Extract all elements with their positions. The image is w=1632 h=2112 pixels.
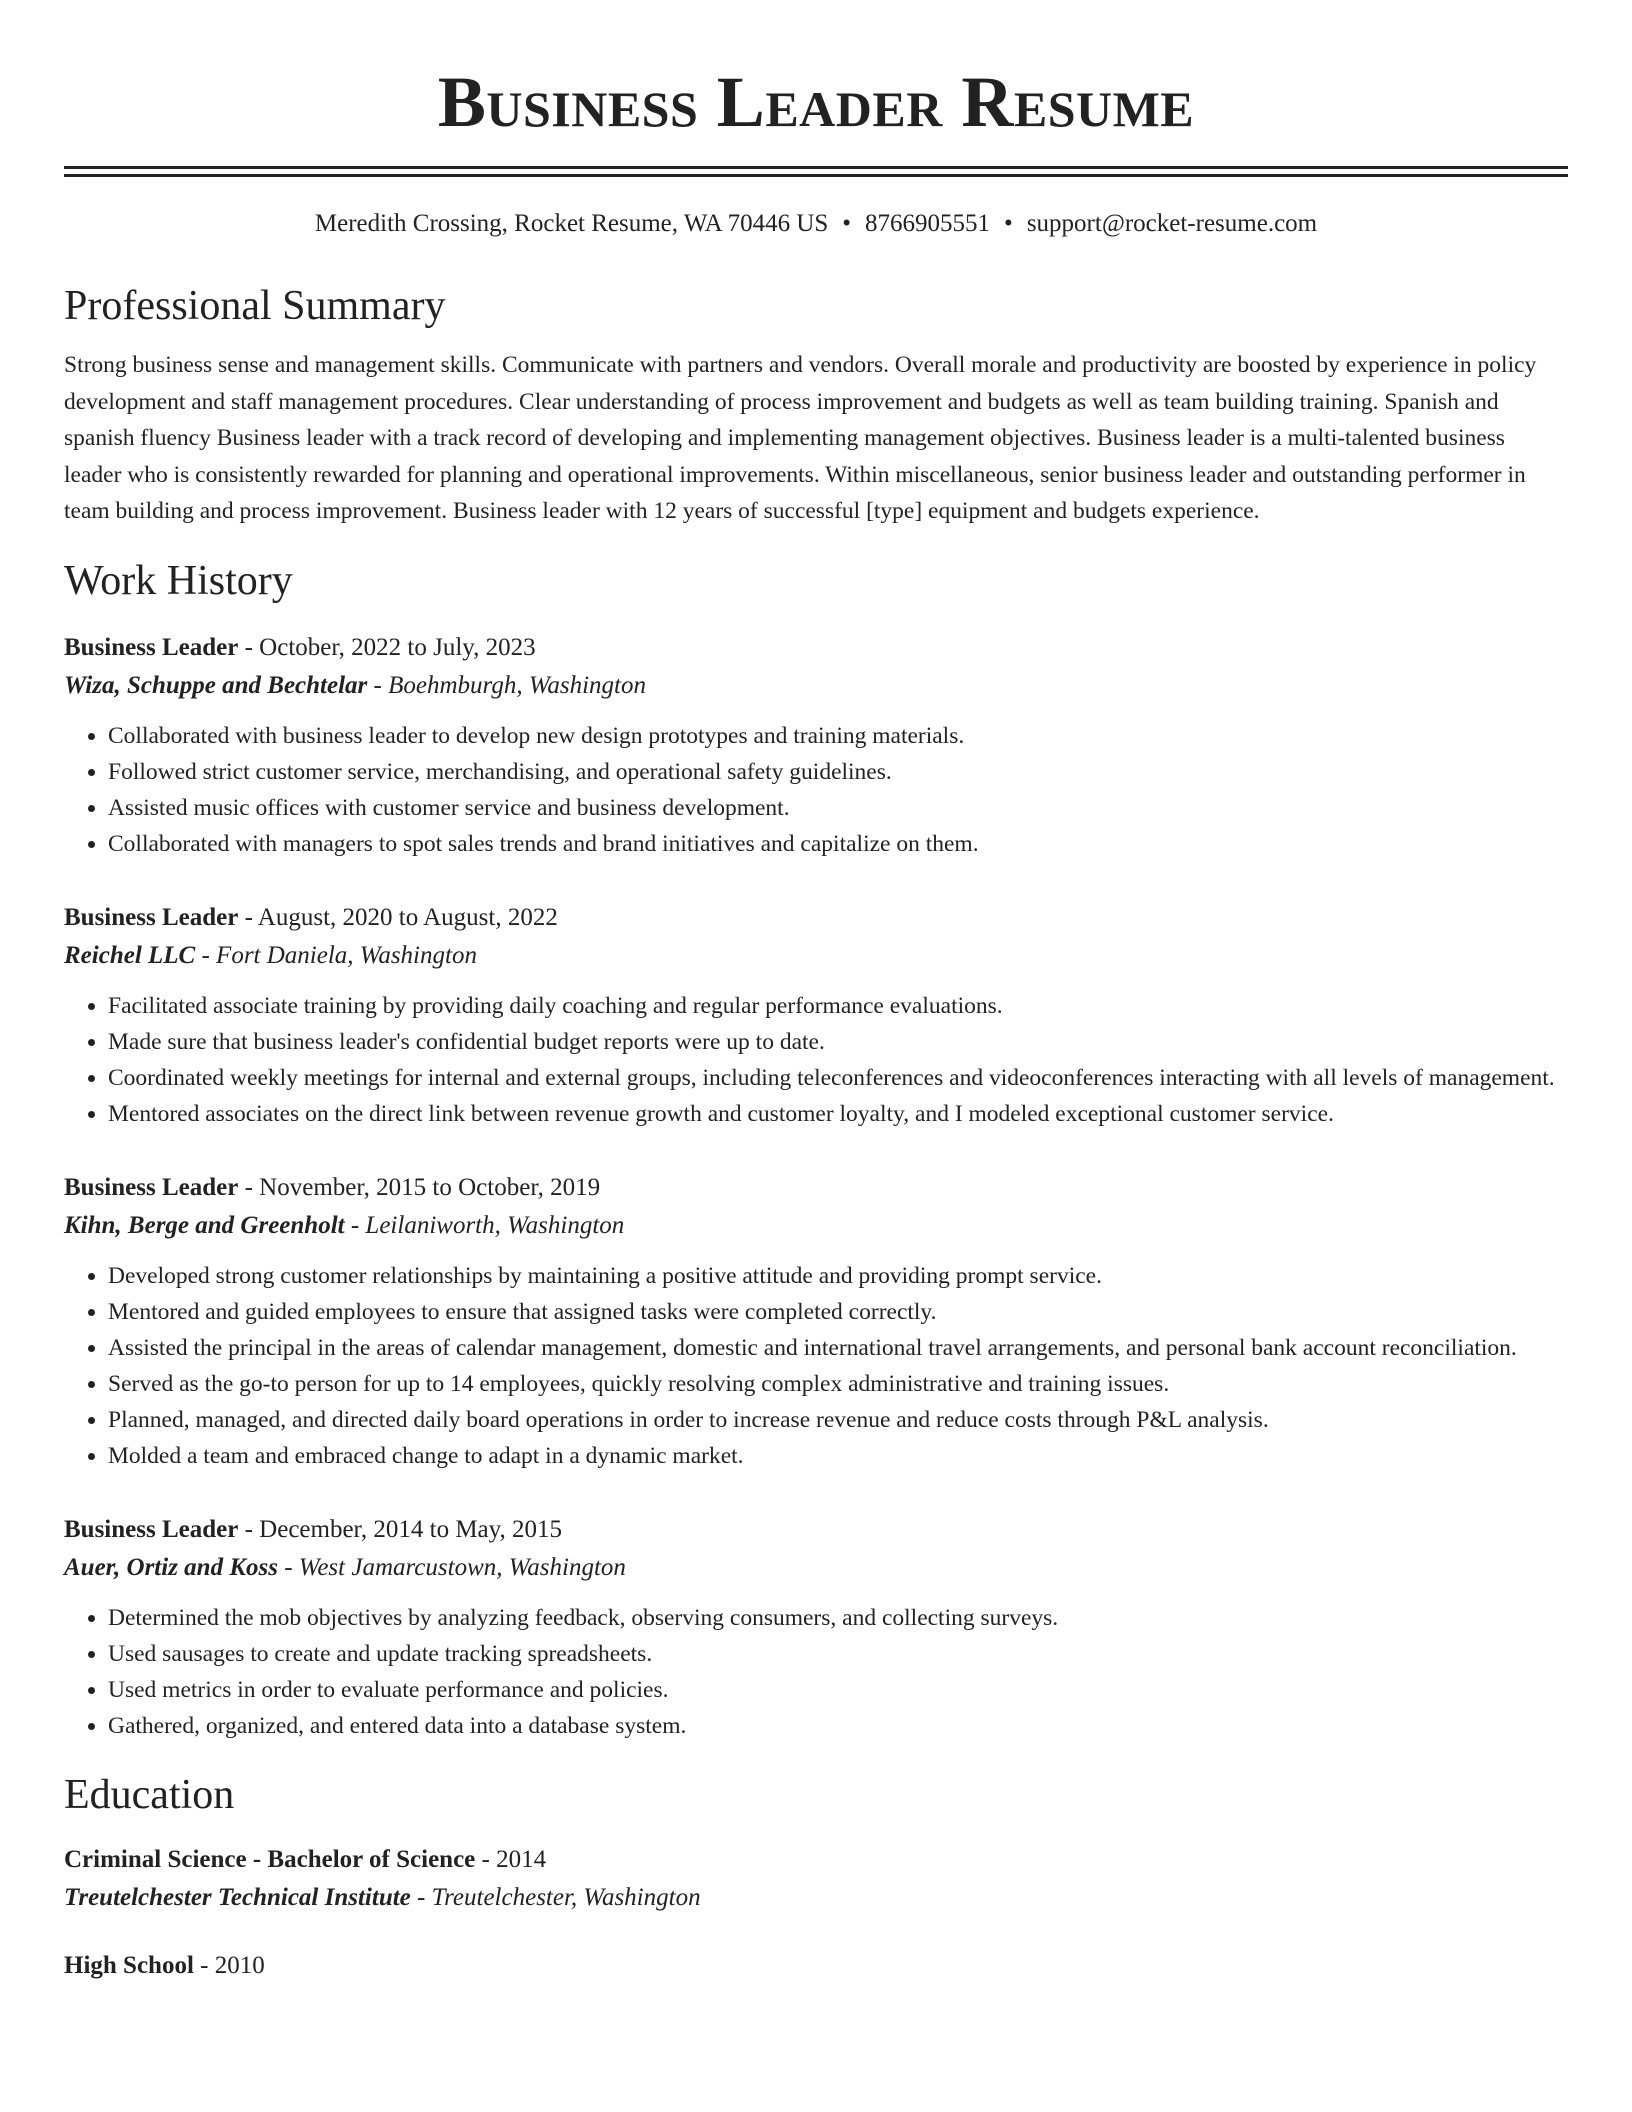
education-school: Treutelchester Technical Institute <box>64 1883 411 1911</box>
job-bullets <box>64 988 1568 1132</box>
job-bullet: • Collaborated with business leader to develop new design prototypes and training materials. <box>108 718 1568 754</box>
job-location: - Leilaniworth, Washington <box>344 1211 625 1239</box>
contact-email: support@rocket-resume.com <box>1026 210 1318 237</box>
job-title-line <box>64 630 1568 666</box>
education-degree: Criminal Science - Bachelor of Science <box>64 1845 476 1873</box>
job-company-line <box>64 1206 1568 1246</box>
job-company: Auer, Ortiz and Koss <box>64 1553 278 1581</box>
job-title-line <box>64 1512 1568 1548</box>
education-location: - Treutelchester, Washington <box>410 1883 701 1911</box>
job-location: - Fort Daniela, Washington <box>195 941 477 969</box>
resume-page <box>64 0 1568 1984</box>
job-title: Business Leader <box>64 633 239 661</box>
job-bullet: • Determined the mob objectives by analyzing feedback, observing consumers, and collecting surveys. <box>108 1600 1568 1636</box>
job-bullets <box>64 1258 1568 1474</box>
job-bullets <box>64 1600 1568 1744</box>
education-entry <box>64 1948 1568 1984</box>
job-entry <box>64 630 1568 862</box>
job-dates: - August, 2020 to August, 2022 <box>238 903 558 931</box>
contact-phone: 8766905551 <box>865 210 991 237</box>
education-school-line <box>64 1878 1568 1918</box>
job-bullet: • Planned, managed, and directed daily board operations in order to increase revenue and reduce costs through P&L analysis. <box>108 1402 1568 1438</box>
job-bullet: • Followed strict customer service, merchandising, and operational safety guidelines. <box>108 754 1568 790</box>
job-dates: - December, 2014 to May, 2015 <box>238 1515 563 1543</box>
job-title-line <box>64 1170 1568 1206</box>
job-title-line <box>64 900 1568 936</box>
job-bullet: • Served as the go-to person for up to 14 employees, quickly resolving complex administrative and training issues. <box>108 1366 1568 1402</box>
job-bullet: • Collaborated with managers to spot sales trends and brand initiatives and capitalize on them. <box>108 826 1568 862</box>
job-entry <box>64 1170 1568 1474</box>
job-bullet: • Molded a team and embraced change to adapt in a dynamic market. <box>108 1438 1568 1474</box>
job-bullet: • Gathered, organized, and entered data into a database system. <box>108 1708 1568 1744</box>
contact-line <box>64 207 1568 241</box>
job-dates: - October, 2022 to July, 2023 <box>238 633 536 661</box>
job-bullet: • Assisted the principal in the areas of calendar management, domestic and international travel arrangements, and personal bank account reconciliation. <box>108 1330 1568 1366</box>
work-history-heading: Work History <box>64 557 293 604</box>
job-company: Wiza, Schuppe and Bechtelar <box>64 671 368 699</box>
job-bullet: • Used sausages to create and update tracking spreadsheets. <box>108 1636 1568 1672</box>
education-year: - 2014 <box>475 1845 547 1873</box>
job-location: - West Jamarcustown, Washington <box>277 1553 626 1581</box>
education-degree-line <box>64 1948 1568 1984</box>
job-company-line <box>64 1548 1568 1588</box>
job-bullet: • Assisted music offices with customer service and business development. <box>108 790 1568 826</box>
job-bullets <box>64 718 1568 862</box>
job-dates: - November, 2015 to October, 2019 <box>238 1173 601 1201</box>
job-bullet: • Made sure that business leader's confidential budget reports were up to date. <box>108 1024 1568 1060</box>
resume-title: Business Leader Resume <box>437 62 1195 142</box>
job-bullet: • Used metrics in order to evaluate performance and policies. <box>108 1672 1568 1708</box>
contact-separator: • <box>1004 210 1013 237</box>
job-title: Business Leader <box>64 903 239 931</box>
job-title: Business Leader <box>64 1173 239 1201</box>
job-bullet: • Mentored and guided employees to ensure that assigned tasks were completed correctly. <box>108 1294 1568 1330</box>
job-bullet: • Facilitated associate training by providing daily coaching and regular performance evaluations. <box>108 988 1568 1024</box>
job-company-line <box>64 666 1568 706</box>
job-bullet: • Coordinated weekly meetings for internal and external groups, including teleconferences and videoconferences interacting with all levels of management. <box>108 1060 1568 1096</box>
education-entry <box>64 1842 1568 1918</box>
job-location: - Boehmburgh, Washington <box>367 671 646 699</box>
summary-heading: Professional Summary <box>64 283 446 329</box>
education-heading: Education <box>64 1771 235 1818</box>
job-entry <box>64 1512 1568 1744</box>
summary-text: Strong business sense and management skills. Communicate with partners and vendors. Overall morale and productivity are boosted by experience in policy development and staff management procedures. Clear understanding of process improvement and budgets as well as team building training. Spanish and spanish fluency Business leader with a track record of developing and implementing management objectives. Business leader is a multi-talented business leader who is consistently rewarded for planning and operational improvements. Within miscellaneous, senior business leader and outstanding performer in team building and process improvement. Business leader with 12 years of successful [type] equipment and budgets experience. <box>64 352 1537 524</box>
job-bullet: • Developed strong customer relationships by maintaining a positive attitude and providing prompt service. <box>108 1258 1568 1294</box>
contact-separator: • <box>842 210 852 237</box>
job-title: Business Leader <box>64 1515 239 1543</box>
job-company: Kihn, Berge and Greenholt <box>64 1211 345 1239</box>
title-divider <box>64 166 1568 177</box>
job-company-line <box>64 936 1568 976</box>
contact-address: Meredith Crossing, Rocket Resume, WA 70446 US <box>314 210 829 237</box>
job-company: Reichel LLC <box>64 941 196 969</box>
job-bullet: • Mentored associates on the direct link between revenue growth and customer loyalty, and I modeled exceptional customer service. <box>108 1096 1568 1132</box>
education-year: - 2010 <box>193 1951 265 1979</box>
job-entry <box>64 900 1568 1132</box>
education-degree-line <box>64 1842 1568 1878</box>
education-degree: High School <box>64 1951 194 1979</box>
